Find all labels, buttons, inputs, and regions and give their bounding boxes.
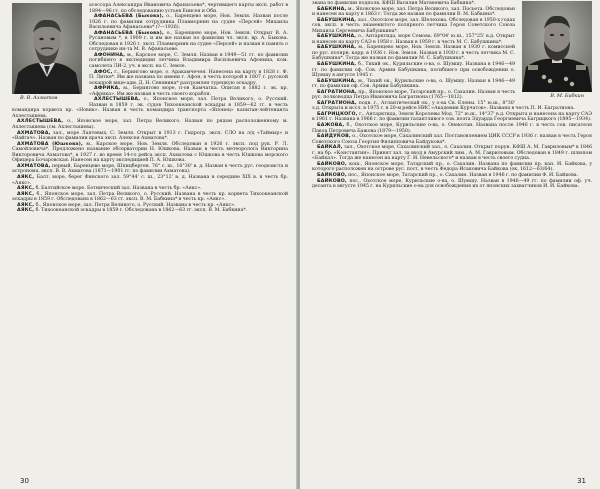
entry-headword: АЯКС, [17,174,35,180]
entry-body: зал., Охотское море, Сахалинский зал., о. Сахалин. Открыт порун. КФШ А. М. Гавриловым* в 1846 г. на бр. «Константин». Принят зал. за вход в Амурский лим., А. М. Гавриловым. Обследован в 1849 г. шлюпом «Байкал». Тогда же нанесен на карту Г. И. Невельского* и назван в честь своего судна. [312,145,592,162]
dictionary-entry [12,192,288,203]
portrait-photo-babkin [522,1,592,92]
entry-headword: БАЙКАЛ, [317,145,343,151]
entry-headword: АФРИКА, [94,86,121,92]
entry-body: м., Карское море, Нов. Земля. Обследован в 1926 г. эксп. под рук. Р. Л. Самойловича*. Предложено название обсерватории Н. Юшкова. Назван в честь метеоролога Викторина Викторовича Ахматова*, в 1927 г. во время 14-го рейса эксп. Ахматова с Юшкова в честь Юшкова морского Офицера Бочаровская. Нанесен на карту экспедицией П. А. Юшкова. [12,141,288,164]
entry-body: о., Японское море, зал. Петра Великого. Назван по рядом расположенному м. Ахлестышева (см. Ахлестышева). [12,119,288,131]
entry-headword: АФАНАСЬЕВА (Быкова), [94,14,164,20]
dictionary-entry [312,123,592,134]
entry-body: м., Баренцево море, Нов. Земля. Назван в 1930 г. комиссией по рус. полярн. корр. в 1936 г. Нов. Земля. Назван в 1930 г. в честь летчика М. С. Бабушкина*. Тогда же назван по фамилии М. С. Бабушкина*. [312,45,516,62]
dictionary-entry [12,119,288,130]
entry-headword: БАБУШКИНА, [317,45,357,51]
dictionary-entry [312,112,592,123]
portrait-caption-babkin: В. М. Бабкин [550,93,584,99]
dictionary-entry [12,142,288,164]
entry-headword: БАЙДУКОВ, [317,134,351,140]
entry-headword: АЯКС, [17,186,35,192]
dictionary-entry [12,175,288,186]
entry-body: м., Тихий ок., Курильские о-ва, о. Шумшу. Назван в 1946—49 гг. по фамилии оф. Сов. Армии Бабушкина. [312,78,516,90]
entry-headword: АХЛЕСТЫШЕВА, [17,119,64,125]
entry-headword: БАЙКОВО, [317,178,347,184]
entry-body: б. Балтийское море. Ботнический зал. Названа в честь бр. «Аякс». [35,186,202,192]
entry-body: пр., Японское море, Татарский пр., о. Сахалин. Назван в честь рус. полководца Петра Ивановича Багратиона (1765—1812). [312,89,516,101]
entry-body: г., Берингово море, о. Аракамчечен. Нанесена на карту в 1828 г. Ф. П. Литке*. Им же названа по имени г. Афон, в честь которой в 1807 г. русской эскадрой вице-адм. Д. Н. Сенявина* разгромлен турецкую эскадру. [89,69,288,86]
entry-body: о., Антарктида, море Сомова. 69°04' ю.ш., 157°25' в.д. Открыт и нанесен на карту САЭ в 1958 г. Назван в 1959 г. в честь М. С. Бабушкина*. [312,34,515,45]
left-text-column [12,3,288,214]
entry-headword: АХМАТОВА (Юшкова), [17,141,83,147]
portrait-akhmatov-image [12,3,82,94]
entry-headword: БАБКИНА, [317,6,347,12]
entry-body: о., Баренцево море, Нов. Земля. Назван после 1926 г. по фамилии сотрудника Плавморнин на судне «Персей» Михаила Васильевича Афанасьева* (?—1926). [89,14,288,31]
entry-body: б. Тихоокеанской эскадры в 1859 г. Обследована в 1862—63 гг. эксп. В. М. Бабкина*. [35,208,248,214]
dictionary-entry [312,134,592,145]
dictionary-entry [12,164,288,175]
entry-body: м., Японское море, зал. Петра Великого, зал. Посьета. Обследован и нанесен на карту в 1863 г. Тогда же назван по фамилии В. М. Бабкина*. [312,6,515,18]
right-page [300,0,600,489]
entry-headword: АЯКС, [17,202,35,208]
portrait-akhmatov [12,3,82,102]
entry-body: звана по фамилии подполк. КФШ Василия Матвеевича Бабкина*. [312,1,476,6]
entry-body: подв. г., Атлантический ок., у о-ва Св. Елены. 15° ю.ш., 8°30' з.д. Открыта и иссл. в 1975 г. в 20-м рейсе НИС «Академик Курчатов». Названа в честь П. И. Багратиона. [312,100,575,112]
entry-headword: БАГРАТИОНА, [317,89,357,95]
entry-headword: АФАНАСЬЕВА (Быкова), [94,30,164,36]
dictionary-entry [312,145,592,162]
left-page [0,0,297,489]
left-page-number: 30 [20,477,29,485]
entry-body: пос., Охотское море, Курильские о-ва, о. Шумшу. Назван в 1946—49 гг. по фамилии оф. уч. десанта в августе 1945 г. на Курильские о-ва для освобождения их от японских захватчиков И. И. Байкова. [312,178,592,190]
entry-headword: БАБУШКИНА, [317,17,357,23]
entry-body: пос., Японское море, Татарский пр., о. Сахалин. Назван в 1946 г. по фамилии Ф. И. Байкова. [348,172,579,178]
entry-headword: БАЙКОВО, [317,172,347,178]
entry-body: м., Карское море, С. Земля. Назван в 1949—51 гг. по фамилии погибшего в экспедиции летчика Владимира Васильевича Афонина, ком. самолета ЛИ-2, уч. в эксп. на С. Земле. [89,52,288,70]
right-text-column [312,1,592,190]
entry-headword: АФОС, [94,69,113,75]
entry-headword: БАБУШКИНА, [317,78,357,84]
entry-body: о., Японское море, зал. Петра Великого, о. Русский. Назван в 1859 г. эк. судов Тихоокеанской эскадры в 1859—62 гг. в честь командира корвета кр. «Новик». Назван в честь командира транспорта «Японец» капитан-лейтенанта Ахлестышева. [12,97,288,119]
entry-headword: АЯКС, [17,208,35,214]
dictionary-entry [312,101,592,112]
entry-headword: БАБУШКИНА, [317,34,357,40]
entry-body: м., Берингово море, п-ов Камчатка. Описан в 1882 г. эк. кр. «Африка». Им же назван в честь своего корабля. [89,86,288,97]
entry-headword: АЯКС, [17,191,35,197]
entry-body: г., Антарктида, Земля Королевы Мод. 72° ю.ш., 14°37' в.д. Открыта и нанесена на карту САЭ в 1961 г. Названа в 1966 г. по фамилии талантливого сов. поэта Эдуарда Георгиевича Багрицкого (1895—1934). [312,111,592,123]
entry-headword: БАГРАТИОНА, [317,100,357,106]
entry-headword: БАГРИЦКОГО, [317,111,358,117]
dictionary-entry [12,131,288,142]
entry-headword: БАЙКОВО, [317,161,347,167]
entry-headword: АФОНИНА, [94,52,126,58]
entry-headword: БАЖОВА, [317,123,345,129]
entry-body: первый, Баренцево море, Шпицберген. 76° с. ш., 16°30' в. д. Назван в честь рус. геодезиста и астронома, эксп. В. В. Ахматова (1871—1901 гг. по фамилии Ахматова). [12,163,288,175]
entry-body: б., Японское море, зал. Петра Великого, о. Русский. Названа в честь кр. «Аякс». [35,202,236,208]
entry-body: кош., Японское море, Татарский пр., о. Сахалин. Названа по фамилии пр. кап. И. Байкова, у которого расположен на острове рус. пост, в честь Федора Исаковича Байкова (ок. 1612—63/64). [312,161,592,173]
entry-body: зал., Охотское море, зал. Шелехова. Обследован в 1950-х годах сов. эксп. в честь знаменитого полярного летчика Героя Советского Союза Михаила Сергеевича Бабушкина*. [312,17,515,34]
entry-headword: БАБУШКИНА, [317,62,357,68]
dictionary-entry [12,208,288,214]
entry-body: о., Охотское море, Сахалинский зал. Постановлением ЦИК СССР в 1936 г. назван в честь Героя Советского Союза Георгия Филипповича Байдукова*. [312,134,592,145]
entry-headword: АХЛЕСТЫШЕВА, [94,97,141,103]
entry-body: Балт. море, берег Финского зал. 59°44' с. ш., 23°12' в. д. Названа в середине XIX в. в честь бр. «Аякс». [12,174,288,186]
dictionary-entry [312,162,592,173]
portrait-caption-akhmatov: В. В. Ахматов [20,95,58,101]
entry-body: о., Баренцево море, Нов. Земля. Открыт В. А. Русановым *, в 1909 г. и им же назван по фамилии чл. эксп. вр. А. Быкова. Обследован в 1926 г. эксп. Плавморнин на судне «Персей» и назван в память о сотруднике ин-та М. В. Афанасьеве. [89,30,288,53]
right-page-number: 31 [577,477,586,485]
entry-headword: АХМАТОВА, [17,163,51,169]
dictionary-entry [312,179,592,190]
entry-body: б., Японское море, зал. Петра Великого, о. Русский. Названа в честь кр. корвета Тихоокеанской эскадры в 1859 г. Обследована в 1862—63 гг. эксп. В. М. Бабкина* в честь кр. «Аякс». [12,191,288,203]
entry-body: зал., море Лаптевых, С. Земля. Открыт в 1913 г. Гидрогр. эксп. СЛО на л/д «Таймыр» и «Вайгач». Назван по фамилии врача эксп. Алексея Ахматова*. [12,130,289,142]
entry-body: б., Тихий ок., Курильские о-ва, о. Шумшу. Названа в 1946—49 гг. по фамилии оф. Сов. Армии Бабушкина, погибшего при освобождении о. Шумшу в августе 1945 г. [312,62,515,79]
entry-body: асессора Александра Ивановича Афанасьева*, чертивщего карты эксп. работ в 1894—96 гг. по обследованию устьев Енисея и Оби. [89,3,288,14]
entry-headword: АХМАТОВА, [17,130,51,136]
portrait-babkin [522,1,592,100]
entry-body: б., Охотское море, Курильские о-ва, о. Онекотан. Названа после 1946 г. в честь сов. писателя Павла Петровича Бажова (1879—1950). [312,123,592,134]
portrait-photo-akhmatov [12,3,82,94]
portrait-babkin-image [522,1,592,92]
